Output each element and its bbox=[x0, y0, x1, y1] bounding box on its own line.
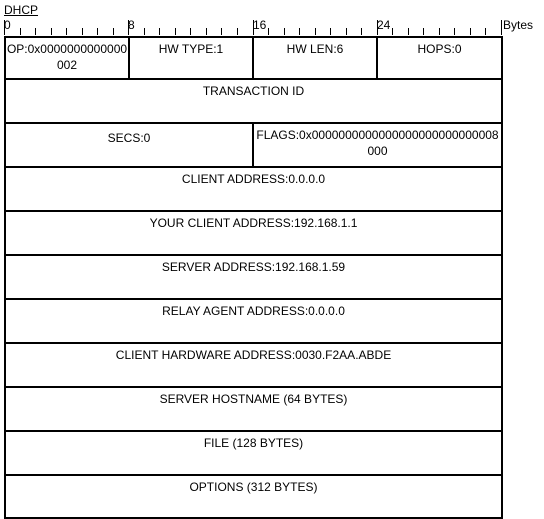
diagram-title: DHCP bbox=[4, 3, 39, 17]
field-op[interactable] bbox=[5, 37, 129, 79]
field-transaction-id-label: TRANSACTION ID bbox=[202, 84, 305, 98]
row-client-address bbox=[5, 167, 502, 211]
field-client-address[interactable] bbox=[5, 167, 502, 211]
ruler-label-8: 8 bbox=[128, 18, 135, 32]
row-client-hardware-address bbox=[5, 343, 502, 387]
field-transaction-id[interactable] bbox=[5, 79, 502, 123]
ruler-label-24: 24 bbox=[377, 18, 391, 32]
ruler-label-16: 16 bbox=[253, 18, 267, 32]
row-transaction-id bbox=[5, 79, 502, 123]
field-relay-agent-address-label: RELAY AGENT ADDRESS:0.0.0.0 bbox=[162, 304, 345, 318]
row-file bbox=[5, 431, 502, 475]
field-options[interactable] bbox=[5, 475, 502, 518]
field-client-hardware-address-label: CLIENT HARDWARE ADDRESS:0030.F2AA.ABDE bbox=[115, 348, 392, 362]
bit-ruler bbox=[0, 18, 544, 36]
row-options bbox=[5, 475, 502, 518]
field-relay-agent-address[interactable] bbox=[5, 299, 502, 343]
field-secs[interactable] bbox=[5, 123, 253, 167]
row-op bbox=[5, 37, 502, 79]
ruler-unit: Bytes bbox=[503, 18, 534, 32]
field-server-hostname[interactable] bbox=[5, 387, 502, 431]
field-server-address-label: SERVER ADDRESS:192.168.1.59 bbox=[161, 260, 346, 274]
field-op-label: OP:0x0000000000000002 bbox=[6, 42, 128, 72]
field-hw-type[interactable] bbox=[129, 37, 253, 79]
field-hops-label: HOPS:0 bbox=[417, 42, 462, 56]
row-secs-flags bbox=[5, 123, 502, 167]
field-server-hostname-label: SERVER HOSTNAME (64 BYTES) bbox=[159, 392, 348, 406]
field-hw-len-label: HW LEN:6 bbox=[286, 42, 344, 56]
field-hw-type-label: HW TYPE:1 bbox=[158, 42, 224, 56]
field-flags[interactable] bbox=[253, 123, 502, 167]
row-server-hostname bbox=[5, 387, 502, 431]
field-file[interactable] bbox=[5, 431, 502, 475]
dhcp-packet-grid bbox=[4, 36, 503, 519]
field-hw-len[interactable] bbox=[253, 37, 377, 79]
field-hops[interactable] bbox=[377, 37, 502, 79]
field-secs-label: SECS:0 bbox=[107, 131, 151, 145]
row-your-client-address bbox=[5, 211, 502, 255]
field-client-hardware-address[interactable] bbox=[5, 343, 502, 387]
ruler-ticks bbox=[0, 18, 544, 36]
field-file-label: FILE (128 BYTES) bbox=[203, 436, 304, 450]
ruler-label-0: 0 bbox=[4, 18, 11, 32]
field-server-address[interactable] bbox=[5, 255, 502, 299]
field-your-client-address[interactable] bbox=[5, 211, 502, 255]
field-options-label: OPTIONS (312 BYTES) bbox=[189, 480, 318, 494]
field-your-client-address-label: YOUR CLIENT ADDRESS:192.168.1.1 bbox=[149, 216, 358, 230]
row-server-address bbox=[5, 255, 502, 299]
row-relay-agent-address bbox=[5, 299, 502, 343]
field-client-address-label: CLIENT ADDRESS:0.0.0.0 bbox=[181, 172, 326, 186]
field-flags-label: FLAGS:0x0000000000000000000000000008000 bbox=[256, 128, 499, 158]
